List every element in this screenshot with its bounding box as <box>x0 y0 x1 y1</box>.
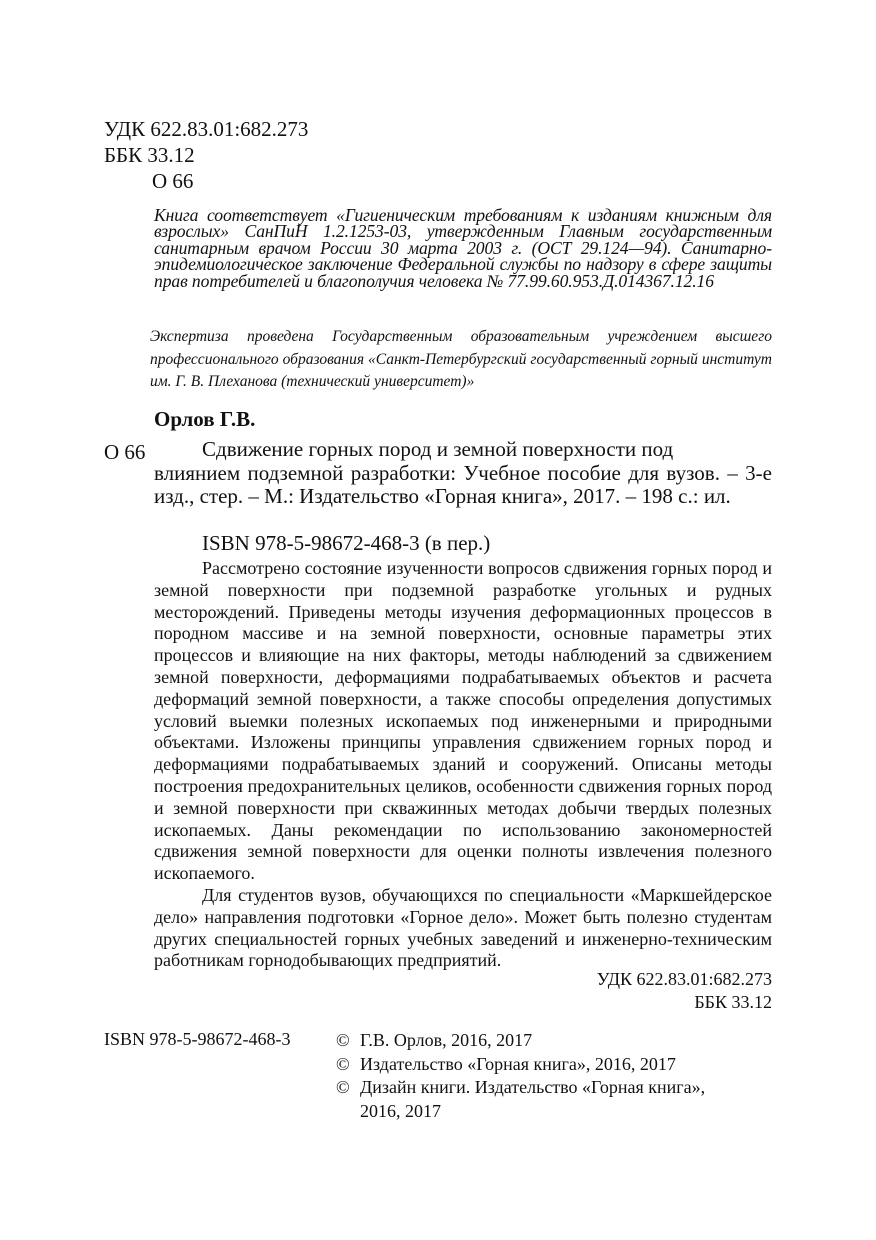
classification-codes <box>104 116 308 194</box>
copyright-design-years: 2016, 2017 <box>360 1100 441 1121</box>
author-name: Орлов Г.В. <box>154 407 256 431</box>
author-mark-left: О 66 <box>104 440 146 464</box>
copyright-author: Г.В. Орлов, 2016, 2017 <box>360 1030 533 1050</box>
copyright-icon: © <box>336 1053 350 1074</box>
abstract-paragraph-2: Для студентов вузов, обучающихся по специальности «Маркшейдерское дело» направления подготовки «Горное дело». Может быть полезно студентам других специальностей горных учебных заведений и инженерно-техническим работникам горнодобывающих предприятий. <box>154 884 772 971</box>
copyright-row <box>336 1076 776 1100</box>
bbk-code-right: ББК 33.12 <box>694 992 772 1012</box>
title-line-1: Сдвижение горных пород и земной поверхности под <box>202 437 674 461</box>
abstract <box>154 558 772 972</box>
classification-codes-right <box>597 968 772 1014</box>
title-rest: влиянием подземной разработки: Учебное пособие для вузов. – 3-е изд., стер. – М.: Издательство «Горная книга», 2017. – 198 с.: ил. <box>154 460 772 508</box>
udk-code: УДК 622.83.01:682.273 <box>104 117 309 141</box>
compliance-note: Книга соответствует «Гигиеническим требованиям к изданиям книжным для взрослых» СанПиН 1.2.1253-03, утвержденным Главным государственным санитарным врачом России 30 марта 2003 г. (ОСТ 29.124—94). Санитарно-эпидемиологическое заключение Федеральной службы по надзору в сфере защиты прав потребителей и благополучия человека № 77.99.60.953.Д.014367.12.16 <box>154 205 772 291</box>
copyright-design: Дизайн книги. Издательство «Горная книга», <box>360 1077 706 1097</box>
expertise-note: Экспертиза проведена Государственным образовательным учреждением высшего профессионального образования «Санкт-Петербургский государственный горный институт им. Г. В. Плеханова (технический университет)» <box>150 328 772 390</box>
abstract-paragraph-1: Рассмотрено состояние изученности вопросов сдвижения горных пород и земной поверхности при подземной разработке угольных и рудных месторождений. Приведены методы изучения деформационных процессов в породном массиве и на земной поверхности, основные параметры этих процессов и влияющие на них факторы, методы наблюдений за сдвижением земной поверхности, деформациями подрабатываемых объектов и расчета деформаций земной поверхности, а также способы определения допустимых условий выемки полезных ископаемых под инженерными и природными объектами. Изложены принципы управления сдвижением горных пород и деформациями подрабатываемых зданий и сооружений. Описаны методы построения предохранительных целиков, особенности сдвижения горных пород и земной поверхности при скважинных методах добычи твердых полезных ископаемых. Даны рекомендации по использованию закономерностей сдвижения земной поверхности для оценки полноты извлечения полезного ископаемого. <box>154 558 772 884</box>
bibliographic-title <box>154 438 772 509</box>
copyright-icon: © <box>336 1077 350 1097</box>
bbk-code: ББК 33.12 <box>104 143 195 167</box>
udk-code-right: УДК 622.83.01:682.273 <box>596 969 772 989</box>
copyright-icon: © <box>336 1030 350 1050</box>
copyright-row <box>336 1029 776 1053</box>
author-mark: О 66 <box>152 169 194 193</box>
isbn-bottom: ISBN 978-5-98672-468-3 <box>104 1029 291 1049</box>
copyright-publisher: Издательство «Горная книга», 2016, 2017 <box>360 1053 676 1074</box>
isbn-main: ISBN 978-5-98672-468-3 (в пер.) <box>202 531 491 555</box>
copyright-block <box>336 1029 776 1123</box>
copyright-row <box>336 1053 776 1077</box>
